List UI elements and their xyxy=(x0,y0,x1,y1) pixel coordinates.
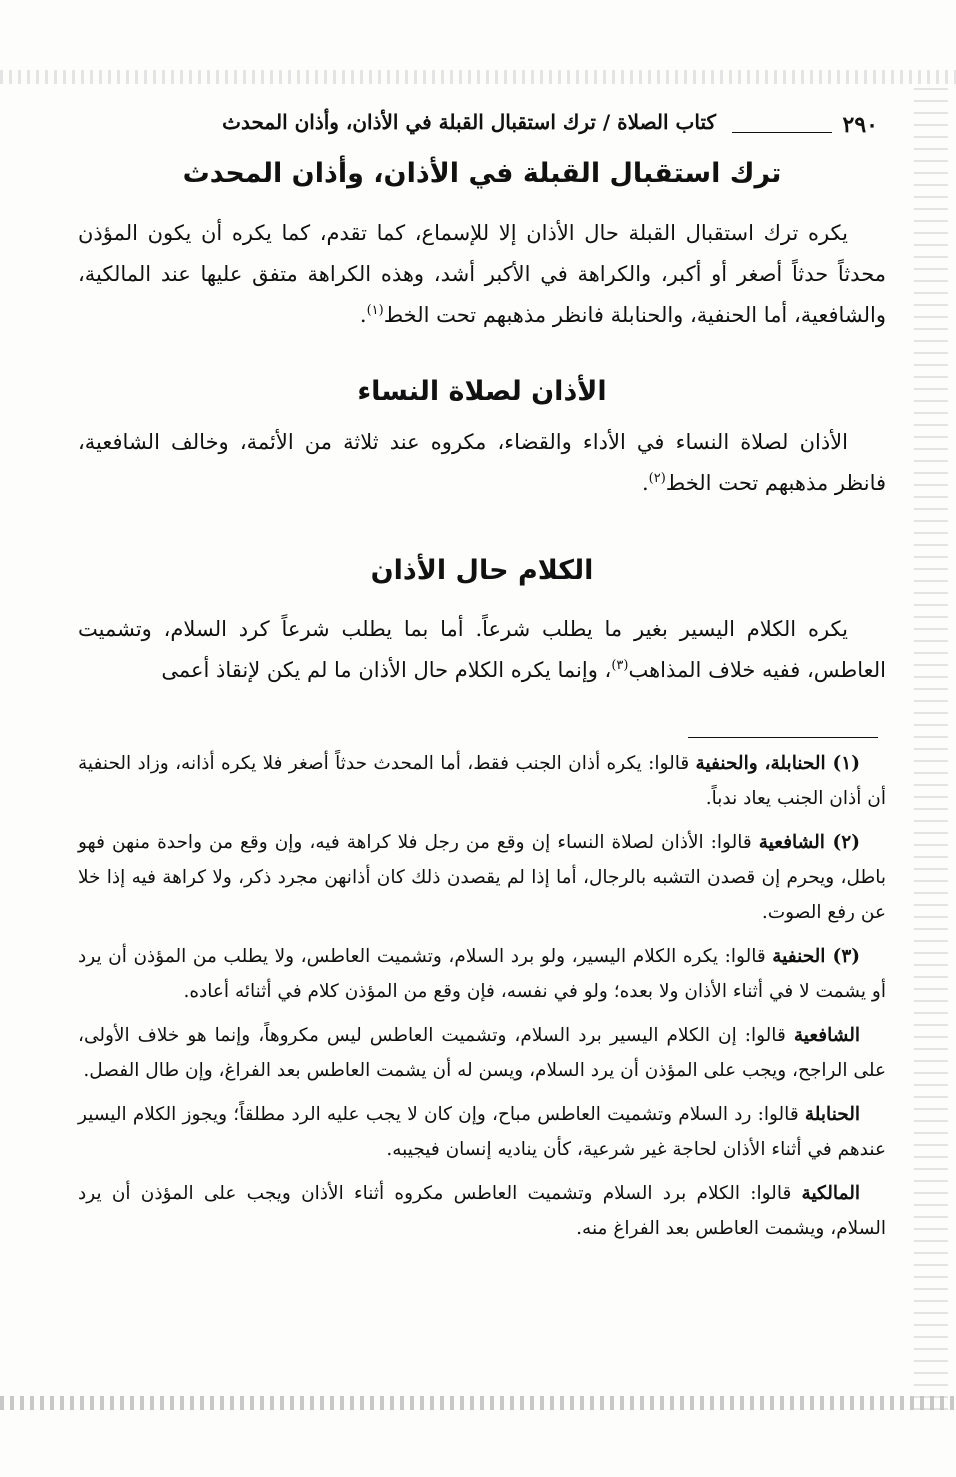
bottom-ornament-border xyxy=(0,1396,956,1410)
footnote-text: قالوا: إن الكلام اليسير برد السلام، وتشميت العاطس ليس مكروهاً، وإنما هو خلاف الأولى، على الراجح، ويجب على المؤذن أن يرد السلام، ويسن له أن يشمت العاطس بعد الفراغ، وإن طال الفصل. xyxy=(78,1025,886,1081)
right-ornament-border xyxy=(914,80,948,1410)
main-content xyxy=(78,150,886,691)
section-paragraph xyxy=(78,609,886,691)
footnote-text: قالوا: يكره الكلام اليسير، ولو برد السلام، وتشميت العاطس، ولا يطلب من المؤذن أن يرد أو يشمت لا في أثناء الأذان ولا بعده؛ ولو في نفسه، فإن وقع من المؤذن كلام في أثنائه أعاده. xyxy=(78,946,886,1002)
footnote-label: الشافعية xyxy=(793,1025,860,1046)
footnote-label: (١) الحنابلة، والحنفية xyxy=(695,753,860,774)
footnote xyxy=(78,825,886,930)
running-title: كتاب الصلاة / ترك استقبال القبلة في الأذان، وأذان المحدث xyxy=(222,110,716,134)
page-header xyxy=(78,110,878,140)
footnote-text: قالوا: الأذان لصلاة النساء إن وقع من رجل فلا كراهة فيه، وإن وقع من واحدة منهن فهو باطل، ويحرم إن قصدن التشبه بالرجال، أما إذا لم يقصدن ذلك كان أذانهن مجرد ذكر، ولا كراهة فيه إذا خلا عن رفع الصوت. xyxy=(78,832,886,923)
footnote-separator xyxy=(688,737,878,738)
section-paragraph: الأذان لصلاة النساء في الأداء والقضاء، مكروه عند ثلاثة من الأئمة، وخالف الشافعية، فانظر مذهبهم تحت الخط$^{(٢)}$. xyxy=(78,430,886,495)
section-heading: الكلام حال الأذان xyxy=(370,555,594,586)
footnote xyxy=(78,746,886,816)
page-number: ٢٩٠ xyxy=(842,112,878,138)
footnotes xyxy=(78,746,886,1255)
paragraph-text: يكره الكلام اليسير بغير ما يطلب شرعاً. أما بما يطلب شرعاً كرد السلام، وتشميت العاطس، ففيه خلاف المذاهب xyxy=(78,617,886,682)
footnote-text: قالوا: يكره أذان الجنب فقط، أما المحدث حدثاً أصغر فلا يكره أذانه، وزاد الحنفية أن أذان الجنب يعاد ندباً. xyxy=(78,753,886,809)
footnote-text: قالوا: الكلام برد السلام وتشميت العاطس مكروه أثناء الأذان ويجب على المؤذن أن يرد السلام، ويشمت العاطس بعد الفراغ منه. xyxy=(78,1183,886,1239)
footnote-ref: (٣) xyxy=(611,658,629,673)
footnote xyxy=(78,1097,886,1167)
top-ornament-border xyxy=(0,70,956,84)
section-heading: ترك استقبال القبلة في الأذان، وأذان المحدث xyxy=(182,158,782,189)
paragraph-text: يكره ترك استقبال القبلة حال الأذان إلا للإسماع، كما تقدم، كما يكره أن يكون المؤذن محدثاً حدثاً أصغر أو أكبر، والكراهة في الأكبر أشد، وهذه الكراهة متفق عليها عند المالكية، والشافعية، أما الحنفية، والحنابلة فانظر مذهبهم تحت الخط xyxy=(78,221,886,327)
footnote-label: الحنابلة xyxy=(804,1104,860,1125)
footnote xyxy=(78,1176,886,1246)
footnote xyxy=(78,939,886,1009)
footnote-label: (٢) الشافعية xyxy=(758,832,860,853)
paragraph-text: ، وإنما يكره الكلام حال الأذان ما لم يكن لإنقاذ أعمى xyxy=(161,658,612,682)
paragraph-text: الأذان لصلاة النساء في الأداء والقضاء، مكروه عند ثلاثة من الأئمة، وخالف الشافعية، فانظر مذهبهم تحت الخط xyxy=(78,430,886,495)
section-heading: الأذان لصلاة النساء xyxy=(357,376,607,407)
section-paragraph: يكره ترك استقبال القبلة حال الأذان إلا للإسماع، كما تقدم، كما يكره أن يكون المؤذن محدثاً حدثاً أصغر أو أكبر، والكراهة في الأكبر أشد، وهذه الكراهة متفق عليها عند المالكية، والشافعية، أما الحنفية، والحنابلة فانظر مذهبهم تحت الخط$^{(١)}$. xyxy=(78,221,886,327)
header-rule xyxy=(732,132,832,133)
footnote-ref: (٢) xyxy=(648,471,666,486)
footnote-label: (٣) الحنفية xyxy=(772,946,861,967)
footnote-ref: (١) xyxy=(366,303,384,318)
footnote-text: قالوا: رد السلام وتشميت العاطس مباح، وإن كان لا يجب عليه الرد مطلقاً؛ ويجوز الكلام اليسير عندهم في أثناء الأذان لحاجة غير شرعية، كأن يناديه إنسان فيجيبه. xyxy=(78,1104,886,1160)
footnote-label: المالكية xyxy=(801,1183,860,1204)
footnote xyxy=(78,1018,886,1088)
